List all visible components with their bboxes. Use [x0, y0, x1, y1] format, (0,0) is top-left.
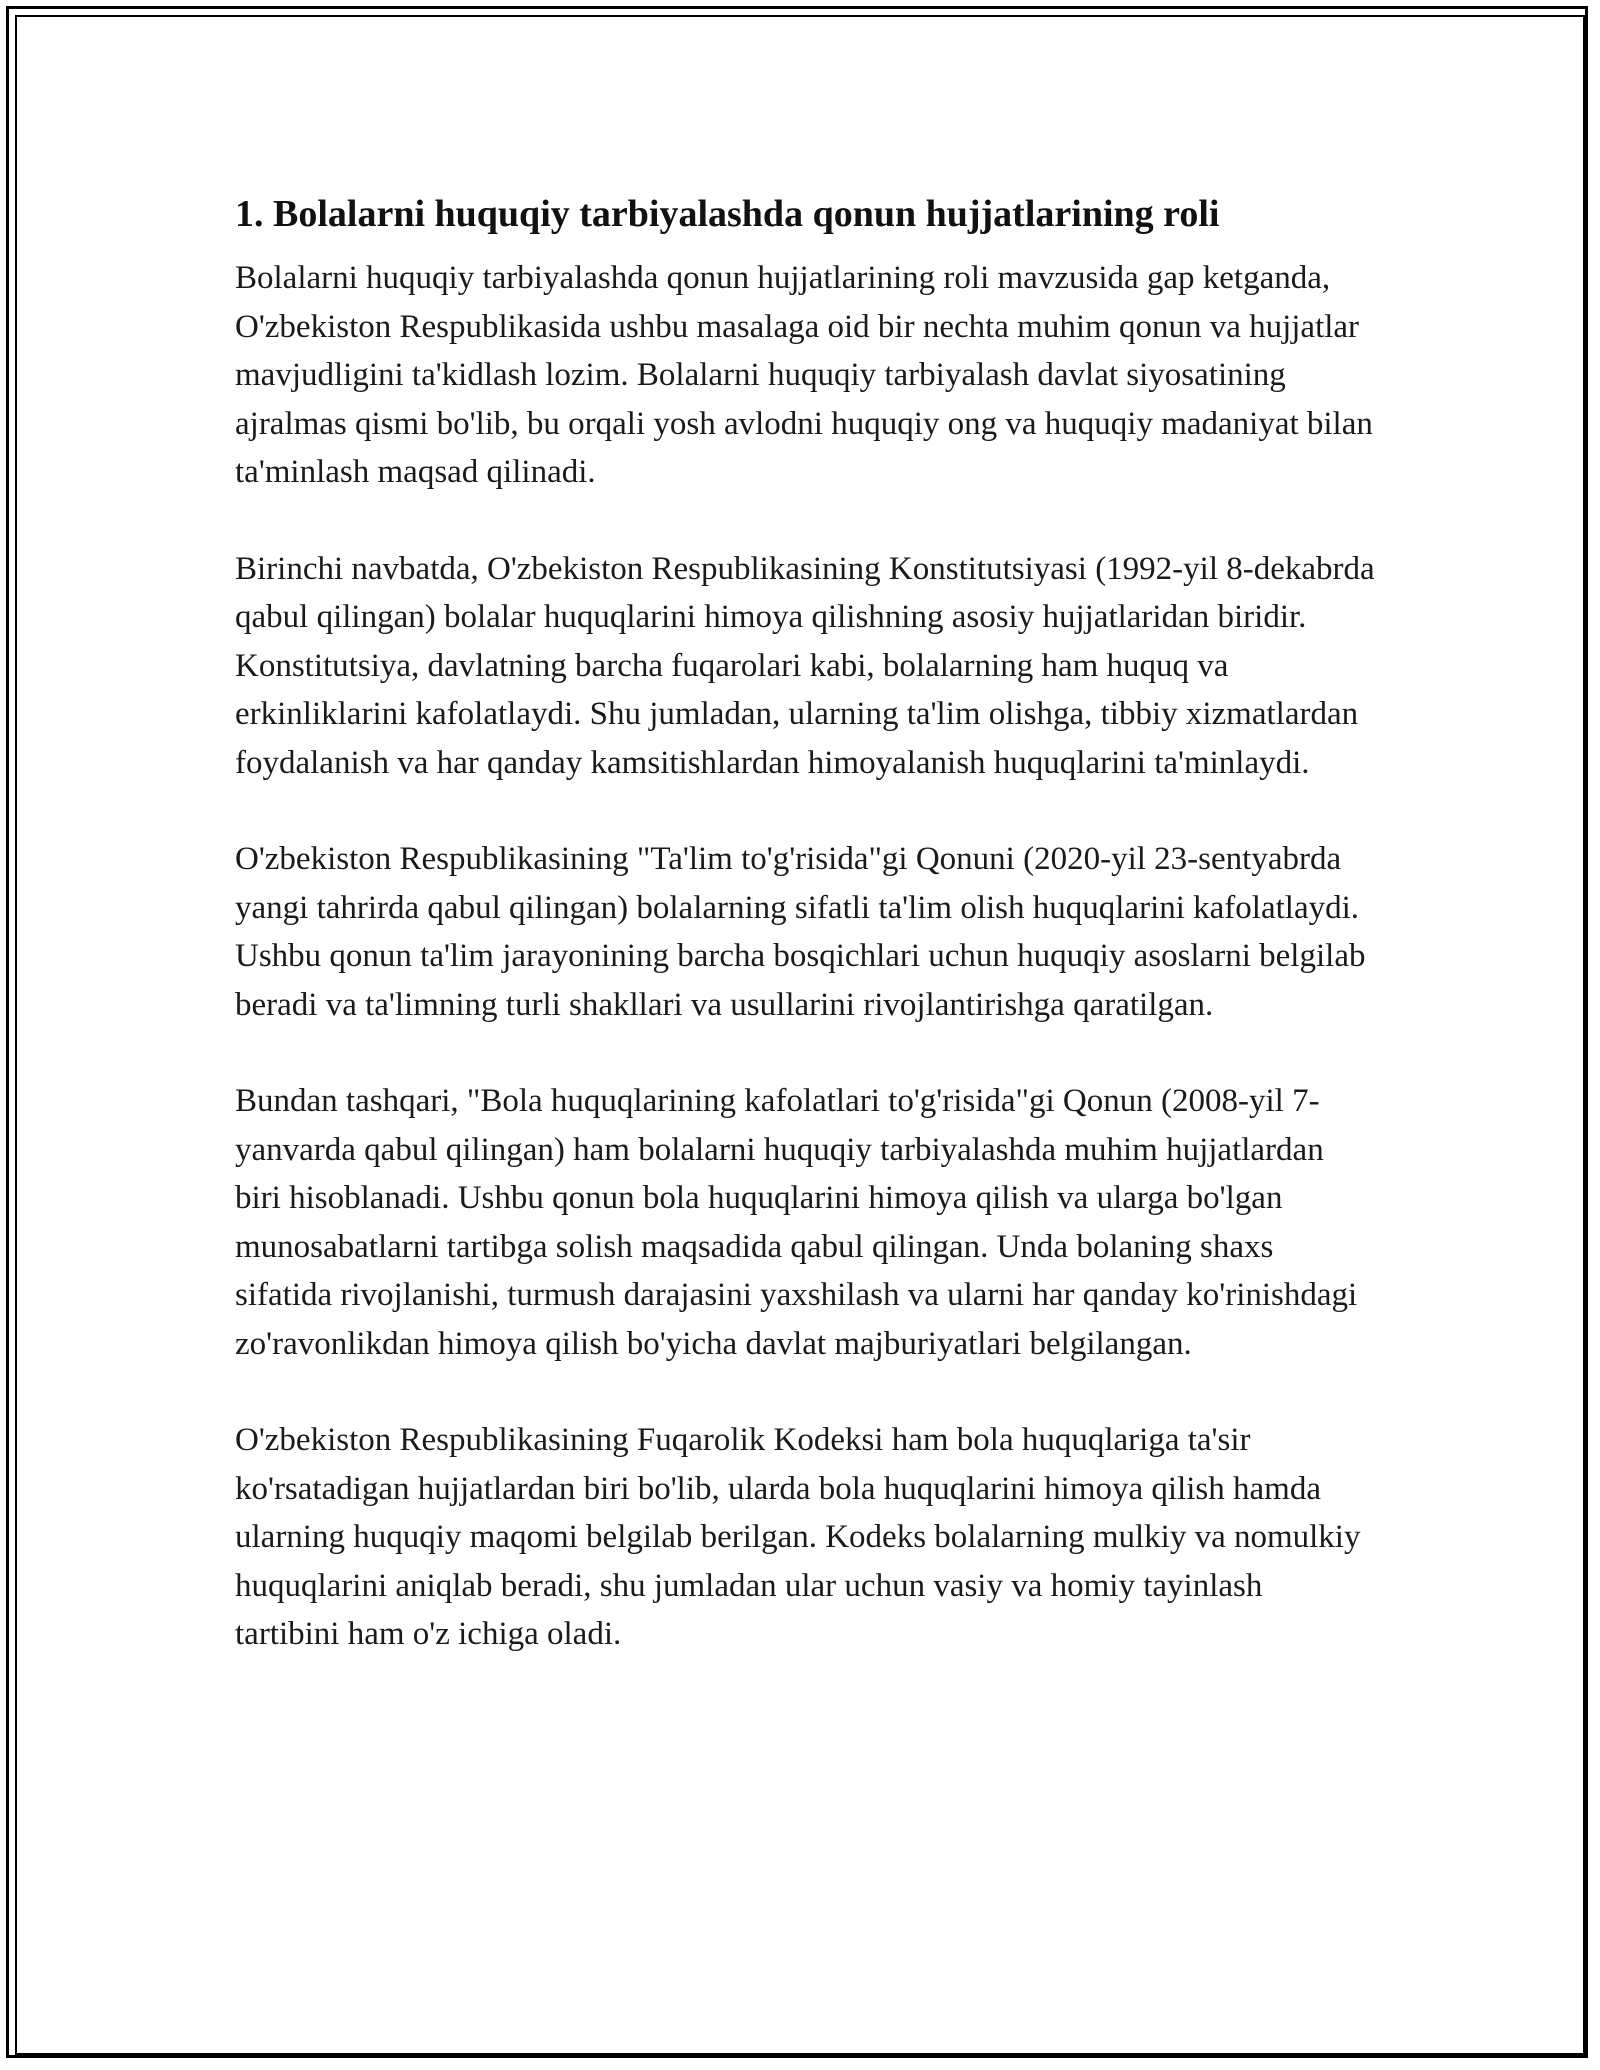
paragraph-intro: Bolalarni huquqiy tarbiyalashda qonun hujjatlarining roli mavzusida gap ketganda, O'zbekiston Respublikasida ushbu masalaga oid bir nechta muhim qonun va hujjatlar mavjudligini ta'kidlash lozim. Bolalarni huquqiy tarbiyalash davlat siyosatining ajralmas qismi bo'lib, bu orqali yosh avlodni huquqiy ong va huquqiy madaniyat bilan ta'minlash maqsad qilinadi. — [235, 260, 1373, 490]
paragraph-education-law: O'zbekiston Respublikasining "Ta'lim to'g'risida"gi Qonuni (2020-yil 23-sentyabrda yangi tahrirda qabul qilingan) bolalarning sifatli ta'lim olish huquqlarini kafolatlaydi. Ushbu qonun ta'lim jarayonining barcha bosqichlari uchun huquqiy asoslarni belgilab beradi va ta'limning turli shakllari va usullarini rivojlantirishga qaratilgan. — [235, 841, 1366, 1023]
section-heading: 1. Bolalarni huquqiy tarbiyalashda qonun hujjatlarining roli — [235, 193, 1220, 235]
document-body — [235, 184, 1375, 1707]
paragraph-constitution: Birinchi navbatda, O'zbekiston Respublikasining Konstitutsiyasi (1992-yil 8-dekabrda qabul qilingan) bolalar huquqlarini himoya qilishning asosiy hujjatlaridan biridir. Konstitutsiya, davlatning barcha fuqarolari kabi, bolalarning ham huquq va erkinliklarini kafolatlaydi. Shu jumladan, ularning ta'lim olishga, tibbiy xizmatlardan foydalanish va har qanday kamsitishlardan himoyalanish huquqlarini ta'minlaydi. — [235, 550, 1375, 781]
paragraph-civil-code: O'zbekiston Respublikasining Fuqarolik Kodeksi ham bola huquqlariga ta'sir ko'rsatadigan hujjatlardan biri bo'lib, ularda bola huquqlarini himoya qilish hamda ularning huquqiy maqomi belgilab berilgan. Kodeks bolalarning mulkiy va nomulkiy huquqlarini aniqlab beradi, shu jumladan ular uchun vasiy va homiy tayinlash tartibini ham o'z ichiga oladi. — [235, 1422, 1361, 1652]
paragraph-child-rights-law: Bundan tashqari, "Bola huquqlarining kafolatlari to'g'risida"gi Qonun (2008-yil 7-yanvarda qabul qilingan) ham bolalarni huquqiy tarbiyalashda muhim hujjatlardan biri hisoblanadi. Ushbu qonun bola huquqlarini himoya qilish va ularga bo'lgan munosabatlarni tartibga solish maqsadida qabul qilingan. Unda bolaning shaxs sifatida rivojlanishi, turmush darajasini yaxshilash va ularni har qanday ko'rinishdagi zo'ravonlikdan himoya qilish bo'yicha davlat majburiyatlari belgilangan. — [235, 1083, 1358, 1362]
